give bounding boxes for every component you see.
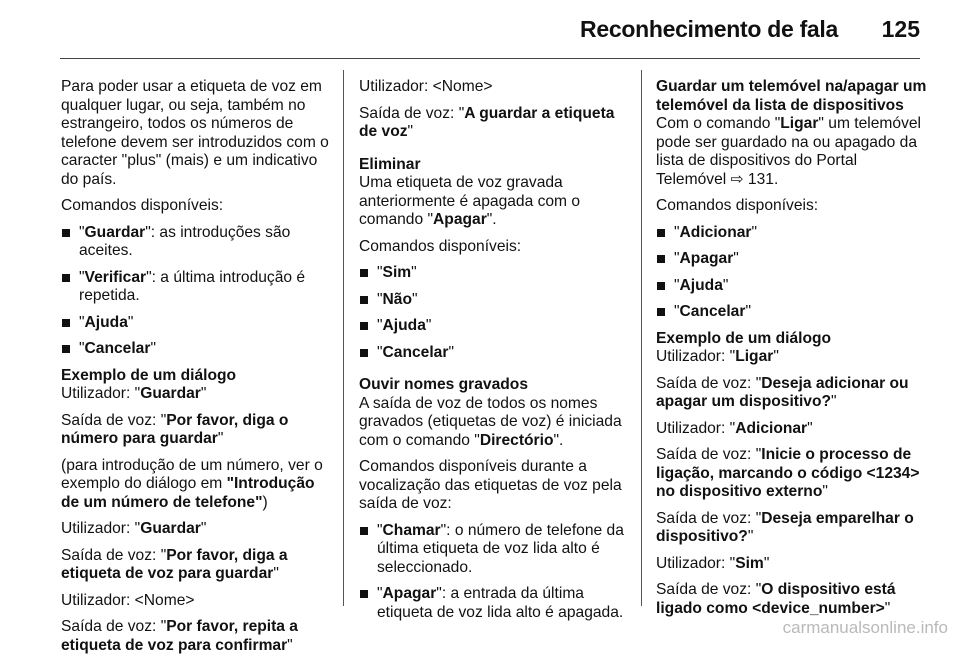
dialog-line: Saída de voz: "Deseja emparelhar o dispositivo?" (656, 509, 914, 545)
dialog-line: Saída de voz: "Por favor, diga a etiqueta de voz para guardar" (61, 546, 288, 582)
command-list (359, 522, 627, 623)
dialog-line: Utilizador: "Adicionar" (656, 419, 813, 437)
dialog-line: (para introdução de um número, ver o exemplo do diálogo em "Introdução de um número de telefone") (61, 456, 323, 511)
section-heading: Exemplo de um diálogo (61, 366, 237, 384)
list-item: "Ajuda" (656, 277, 931, 296)
page-title: Reconhecimento de fala (580, 16, 838, 42)
section-heading: Guardar um telemóvel na/apagar um telemóvel da lista de dispositivos (656, 78, 927, 114)
column-divider (641, 70, 642, 606)
dialog-line: Utilizador: "Guardar" (61, 385, 207, 402)
list-item: "Ajuda" (61, 314, 329, 333)
list-item: "Verificar": a última introdução é repetida. (61, 269, 329, 306)
list-item: "Apagar" (656, 250, 931, 269)
dialog-line: Utilizador: "Guardar" (61, 520, 207, 537)
commands-label: Comandos disponíveis durante a vocalização das etiquetas de voz pela saída de voz: (359, 458, 622, 512)
bullet-icon (360, 590, 368, 598)
column-divider (343, 70, 344, 606)
bullet-icon (360, 269, 368, 277)
list-item: "Cancelar" (61, 340, 329, 359)
dialog-line: Saída de voz: "Deseja adicionar ou apagar um dispositivo?" (656, 374, 909, 410)
list-item: "Guardar": as introduções são aceites. (61, 224, 329, 261)
bullet-icon (360, 349, 368, 357)
column-1 (61, 78, 329, 663)
commands-label: Comandos disponíveis: (61, 197, 224, 214)
body-paragraph: A saída de voz de todos os nomes gravados (etiquetas de voz) é iniciada com o comando "Directório". (359, 394, 622, 449)
intro-paragraph: Para poder usar a etiqueta de voz em qualquer lugar, ou seja, também no estrangeiro, todos os números de telefone devem ser introduzidos com o caracter "plus" (mais) e um indicativo do país. (61, 78, 329, 188)
dialog-line: Utilizador: <Nome> (61, 591, 195, 609)
bullet-icon (360, 296, 368, 304)
dialog-line: Saída de voz: "A guardar a etiqueta de voz" (359, 104, 615, 140)
list-item: "Cancelar" (359, 344, 627, 363)
section-heading: Eliminar (359, 155, 421, 173)
header-divider (60, 58, 920, 59)
bullet-icon (62, 229, 70, 237)
list-item: "Cancelar" (656, 303, 931, 322)
column-2 (359, 78, 627, 630)
column-3 (656, 78, 931, 626)
bullet-icon (62, 345, 70, 353)
bullet-icon (657, 255, 665, 263)
dialog-line: Saída de voz: "Por favor, repita a etiqueta de voz para confirmar" (61, 618, 298, 654)
dialog-line: Saída de voz: "Inicie o processo de ligação, marcando o código <1234> no dispositivo externo" (656, 446, 920, 500)
bullet-icon (360, 322, 368, 330)
dialog-line: Utilizador: <Nome> (359, 78, 493, 95)
dialog-line: Saída de voz: "Por favor, diga o número para guardar" (61, 411, 289, 447)
watermark: carmanualsonline.info (782, 618, 948, 637)
commands-label: Comandos disponíveis: (656, 197, 819, 214)
list-item: "Adicionar" (656, 224, 931, 243)
list-item: "Ajuda" (359, 317, 627, 336)
section-heading: Ouvir nomes gravados (359, 376, 528, 393)
bullet-icon (62, 319, 70, 327)
page-number: 125 (881, 16, 920, 42)
bullet-icon (62, 274, 70, 282)
bullet-icon (360, 527, 368, 535)
section-heading: Exemplo de um diálogo (656, 329, 832, 347)
bullet-icon (657, 282, 665, 290)
bullet-icon (657, 308, 665, 316)
dialog-line: Saída de voz: "O dispositivo está ligado como <device_number>" (656, 581, 896, 617)
commands-label: Comandos disponíveis: (359, 237, 522, 255)
command-list (656, 224, 931, 322)
list-item: "Sim" (359, 264, 627, 283)
body-paragraph: Uma etiqueta de voz gravada anteriormente é apagada com o comando "Apagar". (359, 174, 581, 228)
bullet-icon (657, 229, 665, 237)
dialog-line: Utilizador: "Ligar" (656, 348, 779, 365)
command-list (359, 264, 627, 362)
list-item: "Apagar": a entrada da última etiqueta de voz lida alto é apagada. (359, 585, 627, 622)
body-paragraph: Com o comando "Ligar" um telemóvel pode ser guardado na ou apagado da lista de dispositivos do Portal Telemóvel ⇨ 131. (656, 115, 922, 188)
list-item: "Não" (359, 291, 627, 310)
list-item: "Chamar": o número de telefone da última etiqueta de voz lida alto é seleccionado. (359, 522, 627, 578)
dialog-line: Utilizador: "Sim" (656, 554, 770, 572)
command-list (61, 224, 329, 359)
